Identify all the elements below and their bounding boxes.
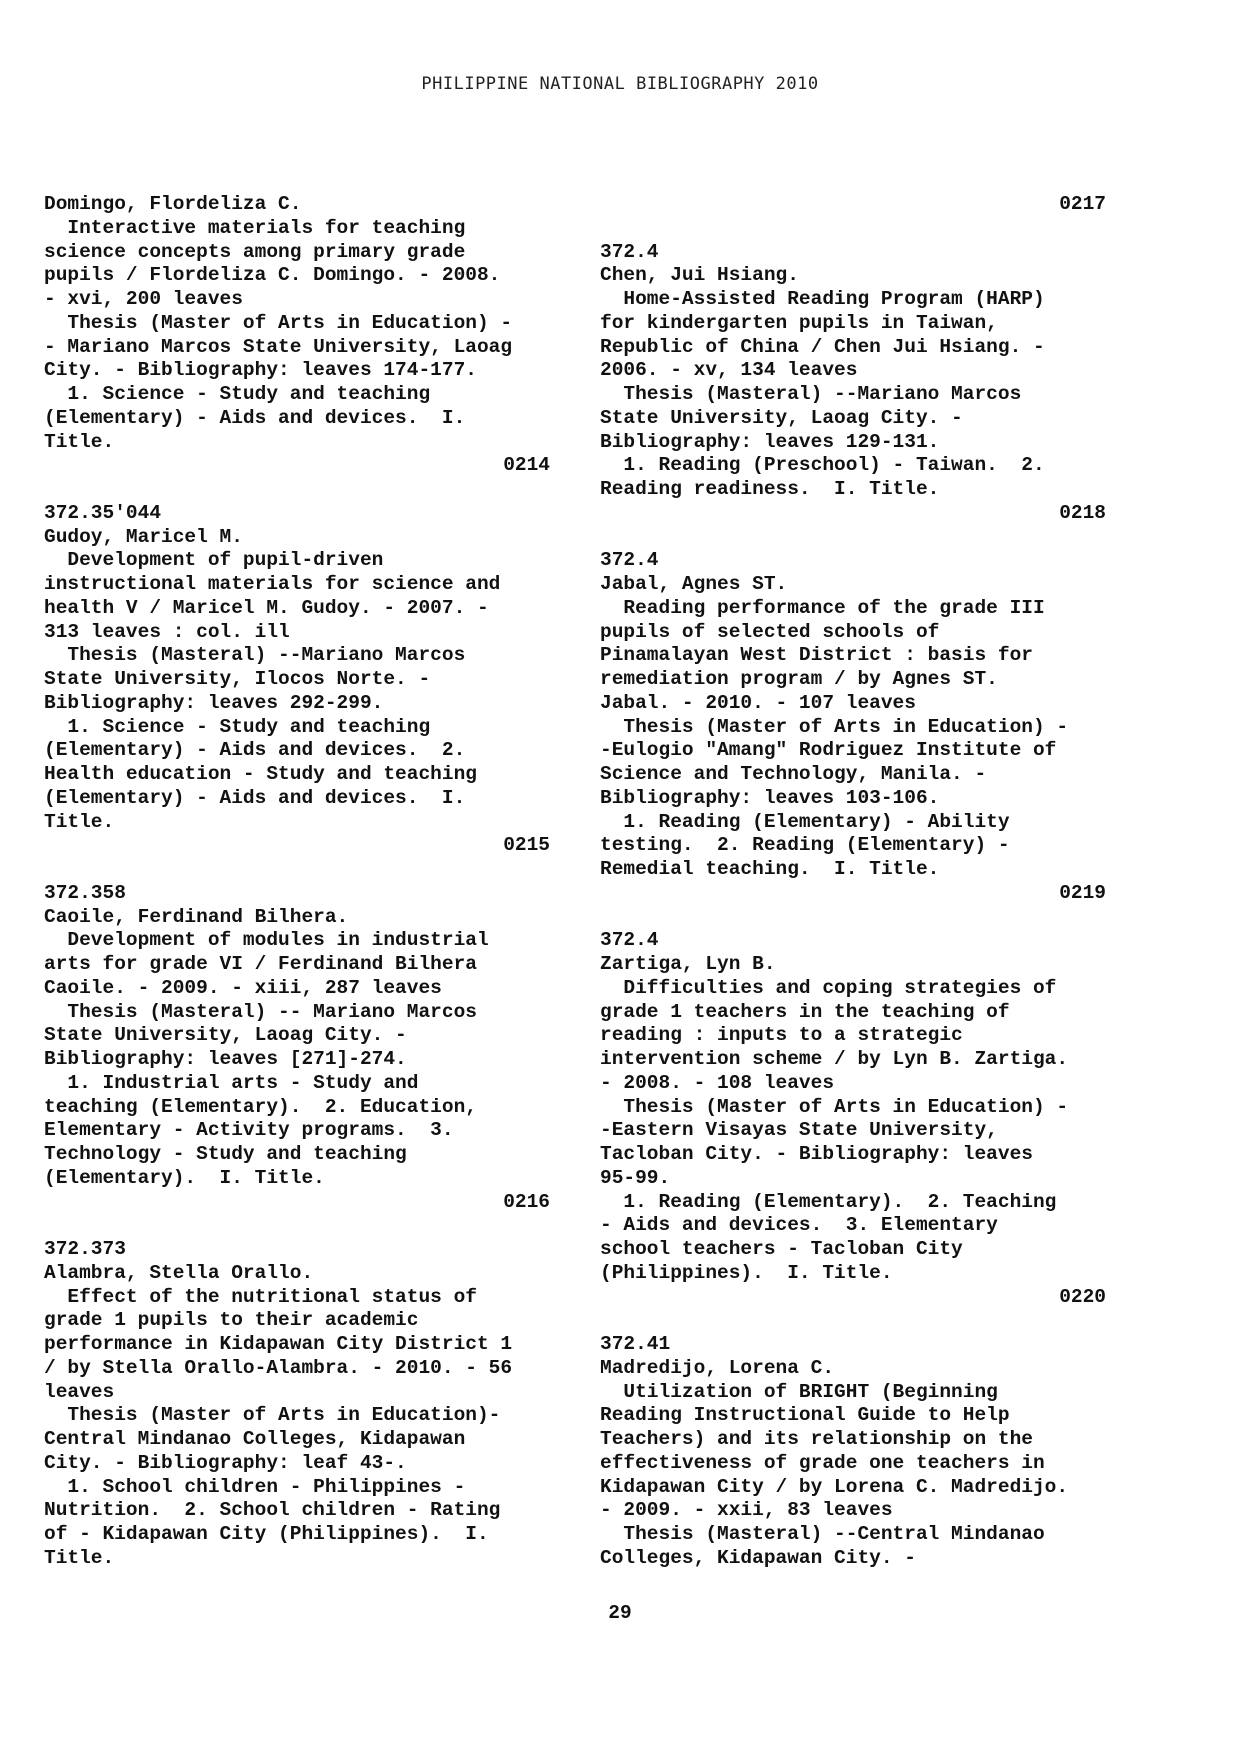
entry-line: effectiveness of grade one teachers in xyxy=(600,1451,1045,1474)
entry-line: 1. Science - Study and teaching xyxy=(44,715,431,738)
entry-line: - 2008. - 108 leaves xyxy=(600,1071,835,1094)
entry-number: 0219 xyxy=(1059,881,1106,904)
entry-line: City. - Bibliography: leaves 174-177. xyxy=(44,359,477,382)
entry-line: Health education - Study and teaching xyxy=(44,763,477,785)
entry-line: -Eastern Visayas State University, xyxy=(600,1119,998,1142)
entry-line: 1. Reading (Elementary) - Ability xyxy=(600,810,1010,833)
entry-line: Reading Instructional Guide to Help xyxy=(600,1404,1010,1427)
entry-line: Domingo, Flordeliza C. xyxy=(44,193,302,215)
entry-line: (Elementary). I. Title. xyxy=(44,1166,325,1189)
page-number: 29 xyxy=(608,1602,632,1624)
entry-line: of - Kidapawan City (Philippines). I. xyxy=(44,1523,489,1545)
entry-line: grade 1 teachers in the teaching of xyxy=(600,1000,1010,1023)
entry-line: - xvi, 200 leaves xyxy=(44,288,243,310)
entry-line: 372.4 xyxy=(600,929,659,952)
entry-line: 1. Reading (Preschool) - Taiwan. 2. xyxy=(600,454,1045,477)
entry-line: science concepts among primary grade xyxy=(44,240,466,263)
spacer-line xyxy=(44,858,550,882)
entry-line: Tacloban City. - Bibliography: leaves xyxy=(600,1143,1033,1165)
entry-line: Jabal. - 2010. - 107 leaves xyxy=(600,691,916,714)
entry-line: Technology - Study and teaching xyxy=(44,1143,407,1165)
entry-line: Caoile. - 2009. - xiii, 287 leaves xyxy=(44,976,442,999)
entry-line: Interactive materials for teaching xyxy=(44,216,466,239)
entry-line: 372.4 xyxy=(600,240,659,263)
spacer-line xyxy=(44,1214,550,1238)
entry-line: 2006. - xv, 134 leaves xyxy=(600,359,858,382)
entry-line: Chen, Jui Hsiang. xyxy=(600,264,799,287)
entry-line: Thesis (Master of Arts in Education) - xyxy=(600,1095,1069,1118)
entry-line: Republic of China / Chen Jui Hsiang. - xyxy=(600,335,1045,358)
entry-line: Thesis (Master of Arts in Education) - xyxy=(44,311,513,334)
entry-number: 0216 xyxy=(503,1190,550,1213)
entry-line: 1. Science - Study and teaching xyxy=(44,383,431,405)
entry-line: grade 1 pupils to their academic xyxy=(44,1309,419,1332)
entry-line: 372.35'044 xyxy=(44,501,162,524)
entry-line: Reading performance of the grade III xyxy=(600,596,1045,619)
entry-line: Bibliography: leaves [271]-274. xyxy=(44,1048,407,1070)
entry-line: Remedial teaching. I. Title. xyxy=(600,858,940,880)
entry-number: 0220 xyxy=(1059,1285,1106,1308)
entry-line: Thesis (Masteral) --Mariano Marcos xyxy=(44,644,466,667)
entry-number: 0215 xyxy=(503,834,550,857)
spacer-line xyxy=(600,1309,1106,1333)
entry-line: school teachers - Tacloban City xyxy=(600,1238,963,1260)
entry-line: Colleges, Kidapawan City. - xyxy=(600,1546,916,1569)
entry-line: - Aids and devices. 3. Elementary xyxy=(600,1214,998,1237)
entry-line: - 2009. - xxii, 83 leaves xyxy=(600,1499,893,1522)
entry-line: pupils of selected schools of xyxy=(600,620,940,643)
entry-line: Madredijo, Lorena C. xyxy=(600,1356,835,1379)
entry-line: for kindergarten pupils in Taiwan, xyxy=(600,311,998,334)
entry-line: Caoile, Ferdinand Bilhera. xyxy=(44,905,349,928)
entry-number: 0214 xyxy=(503,454,550,477)
spacer-line xyxy=(600,906,1106,930)
entry-line: State University, Laoag City. - xyxy=(600,406,963,429)
entry-line: 372.358 xyxy=(44,881,126,904)
entry-line: Thesis (Masteral) --Central Mindanao xyxy=(600,1523,1045,1545)
entry-line: Zartiga, Lyn B. xyxy=(600,953,776,975)
entry-line: Effect of the nutritional status of xyxy=(44,1285,477,1308)
entry-line: 1. Industrial arts - Study and xyxy=(44,1071,419,1094)
entry-line: (Elementary) - Aids and devices. 2. xyxy=(44,739,466,762)
entry-line: Thesis (Master of Arts in Education) - xyxy=(600,715,1069,738)
entry-line: health V / Maricel M. Gudoy. - 2007. - xyxy=(44,596,489,619)
entry-line: Title. xyxy=(44,810,115,833)
spacer-line xyxy=(600,217,1106,241)
entry-line: 372.4 xyxy=(600,549,659,572)
entry-line: Bibliography: leaves 292-299. xyxy=(44,691,384,714)
entry-line: Gudoy, Maricel M. xyxy=(44,525,243,548)
entry-line: arts for grade VI / Ferdinand Bilhera xyxy=(44,953,477,975)
entry-line: - Mariano Marcos State University, Laoag xyxy=(44,335,513,358)
entry-line: Science and Technology, Manila. - xyxy=(600,763,987,785)
entry-line: testing. 2. Reading (Elementary) - xyxy=(600,834,1010,857)
entry-line: Title. xyxy=(44,1546,115,1569)
entry-line: remediation program / by Agnes ST. xyxy=(600,668,998,690)
entry-number: 0218 xyxy=(1059,501,1106,524)
entry-line: intervention scheme / by Lyn B. Zartiga. xyxy=(600,1048,1069,1070)
left-column xyxy=(44,193,550,1571)
spacer-line xyxy=(44,478,550,502)
spacer-line xyxy=(600,526,1106,550)
entry-line: Nutrition. 2. School children - Rating xyxy=(44,1499,501,1522)
entry-line: reading : inputs to a strategic xyxy=(600,1024,963,1047)
entry-line: Bibliography: leaves 103-106. xyxy=(600,786,940,809)
entry-line: State University, Laoag City. - xyxy=(44,1024,407,1047)
entry-line: Title. xyxy=(44,430,115,453)
entry-line: Home-Assisted Reading Program (HARP) xyxy=(600,288,1045,310)
entry-line: 1. School children - Philippines - xyxy=(44,1475,466,1498)
entry-line: (Philippines). I. Title. xyxy=(600,1261,893,1284)
entry-line: Development of pupil-driven xyxy=(44,549,384,572)
page-header: PHILIPPINE NATIONAL BIBLIOGRAPHY 2010 xyxy=(421,74,819,94)
entry-line: Difficulties and coping strategies of xyxy=(600,976,1057,999)
entry-line: Teachers) and its relationship on the xyxy=(600,1428,1033,1450)
entry-line: Pinamalayan West District : basis for xyxy=(600,644,1033,667)
entry-line: Thesis (Masteral) -- Mariano Marcos xyxy=(44,1000,477,1023)
entry-line: instructional materials for science and xyxy=(44,573,501,595)
entry-line: 95-99. xyxy=(600,1166,671,1189)
entry-line: pupils / Flordeliza C. Domingo. - 2008. xyxy=(44,264,501,287)
entry-line: Kidapawan City / by Lorena C. Madredijo. xyxy=(600,1475,1069,1498)
entry-line: Bibliography: leaves 129-131. xyxy=(600,430,940,453)
entry-line: performance in Kidapawan City District 1 xyxy=(44,1333,513,1355)
entry-line: teaching (Elementary). 2. Education, xyxy=(44,1095,477,1118)
entry-line: Elementary - Activity programs. 3. xyxy=(44,1119,454,1142)
right-column xyxy=(600,193,1106,1571)
entry-line: 372.373 xyxy=(44,1238,126,1260)
entry-line: Reading readiness. I. Title. xyxy=(600,478,940,500)
entry-line: Central Mindanao Colleges, Kidapawan xyxy=(44,1428,466,1450)
entry-line: 1. Reading (Elementary). 2. Teaching xyxy=(600,1190,1057,1213)
entry-line: (Elementary) - Aids and devices. I. xyxy=(44,786,466,809)
entry-line: Development of modules in industrial xyxy=(44,929,489,952)
entry-line: 372.41 xyxy=(600,1333,671,1355)
entry-line: Thesis (Masteral) --Mariano Marcos xyxy=(600,383,1022,405)
entry-number: 0217 xyxy=(1059,193,1106,215)
entry-line: leaves xyxy=(44,1380,115,1403)
entry-line: Utilization of BRIGHT (Beginning xyxy=(600,1380,998,1403)
entry-line: City. - Bibliography: leaf 43-. xyxy=(44,1451,407,1474)
entry-line: (Elementary) - Aids and devices. I. xyxy=(44,406,466,429)
entry-line: Jabal, Agnes ST. xyxy=(600,573,788,595)
entry-line: -Eulogio "Amang" Rodriguez Institute of xyxy=(600,739,1057,762)
entry-line: State University, Ilocos Norte. - xyxy=(44,668,431,690)
entry-line: 313 leaves : col. ill xyxy=(44,620,290,643)
entry-line: Thesis (Master of Arts in Education)- xyxy=(44,1404,501,1427)
entry-line: / by Stella Orallo-Alambra. - 2010. - 56 xyxy=(44,1356,513,1379)
entry-line: Alambra, Stella Orallo. xyxy=(44,1261,314,1284)
